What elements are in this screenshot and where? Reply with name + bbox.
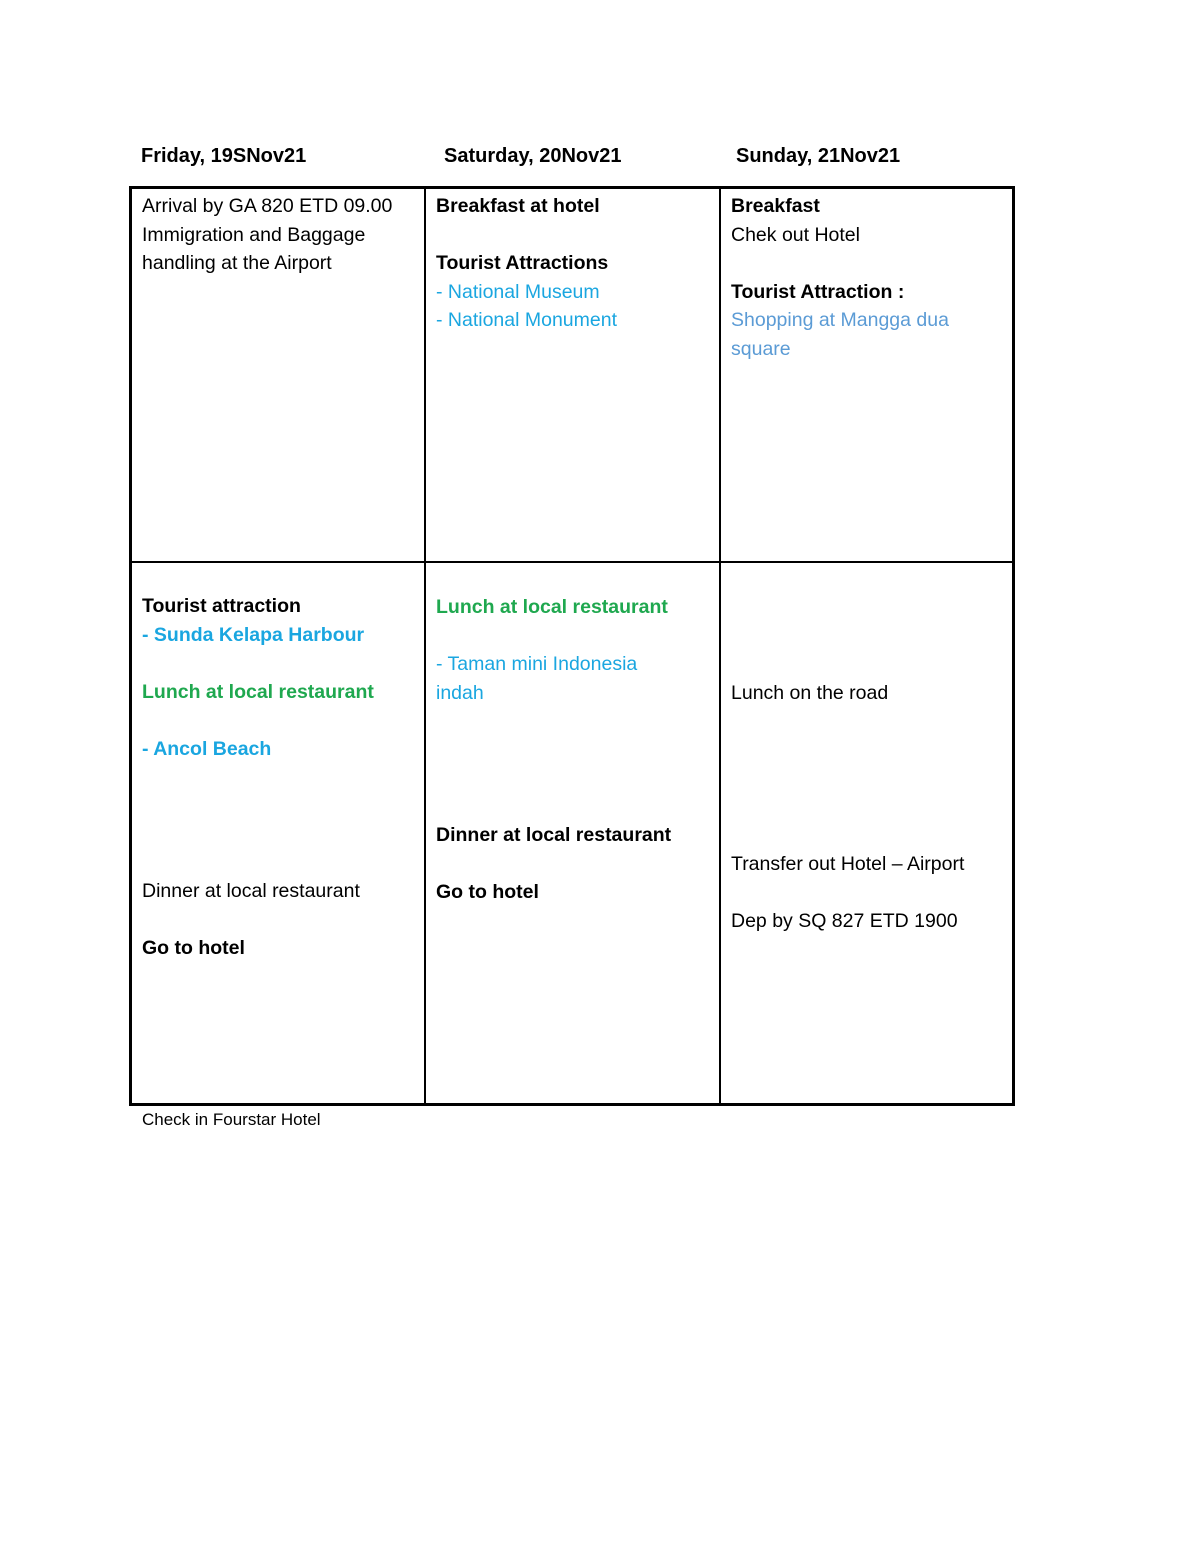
attraction-title: Tourist attraction <box>142 595 301 617</box>
lunch-text: Lunch at local restaurant <box>436 596 668 618</box>
cell-saturday-afternoon <box>426 593 719 907</box>
header-sunday: Sunday, 21Nov21 <box>736 145 901 167</box>
arrival-text: Arrival by GA 820 ETD 09.00 <box>142 195 393 217</box>
cell-saturday-morning <box>426 192 719 335</box>
cell-sunday-afternoon <box>721 679 1012 936</box>
attraction-item: - National Monument <box>436 309 618 331</box>
attraction-item: - Sunda Kelapa Harbour <box>142 623 365 646</box>
dinner-text: Dinner at local restaurant <box>436 824 672 846</box>
immigration-text: Immigration and Baggage <box>142 223 366 246</box>
go-to-hotel-text: Go to hotel <box>142 937 245 959</box>
lunch-text: Lunch at local restaurant <box>142 680 374 703</box>
lunch-text: Lunch on the road <box>731 682 889 704</box>
shopping-text: square <box>731 337 791 360</box>
attraction-title: Tourist Attraction : <box>731 280 905 303</box>
itinerary-table <box>129 186 1015 1106</box>
attractions-title: Tourist Attractions <box>436 252 609 274</box>
row-divider <box>132 561 1012 563</box>
departure-text: Dep by SQ 827 ETD 1900 <box>731 910 958 932</box>
baggage-text: handling at the Airport <box>142 252 332 274</box>
cell-sunday-morning <box>721 192 1012 363</box>
cell-friday-morning <box>132 192 424 278</box>
attraction-item: - Ancol Beach <box>142 737 272 760</box>
header-saturday: Saturday, 20Nov21 <box>444 145 622 167</box>
attraction-item: - Taman mini Indonesia <box>436 653 638 675</box>
transfer-text: Transfer out Hotel – Airport <box>731 853 965 875</box>
attraction-item: indah <box>436 681 484 704</box>
checkout-text: Chek out Hotel <box>731 223 860 246</box>
go-to-hotel-text: Go to hotel <box>436 881 539 903</box>
breakfast-text: Breakfast at hotel <box>436 195 600 217</box>
breakfast-text: Breakfast <box>731 195 820 217</box>
header-friday: Friday, 19SNov21 <box>141 145 307 167</box>
attraction-item: - National Museum <box>436 280 600 303</box>
shopping-text: Shopping at Mangga dua <box>731 309 949 331</box>
cell-friday-afternoon <box>132 592 424 963</box>
hotel-footnote: Check in Fourstar Hotel <box>142 1110 321 1129</box>
dinner-text: Dinner at local restaurant <box>142 880 360 902</box>
